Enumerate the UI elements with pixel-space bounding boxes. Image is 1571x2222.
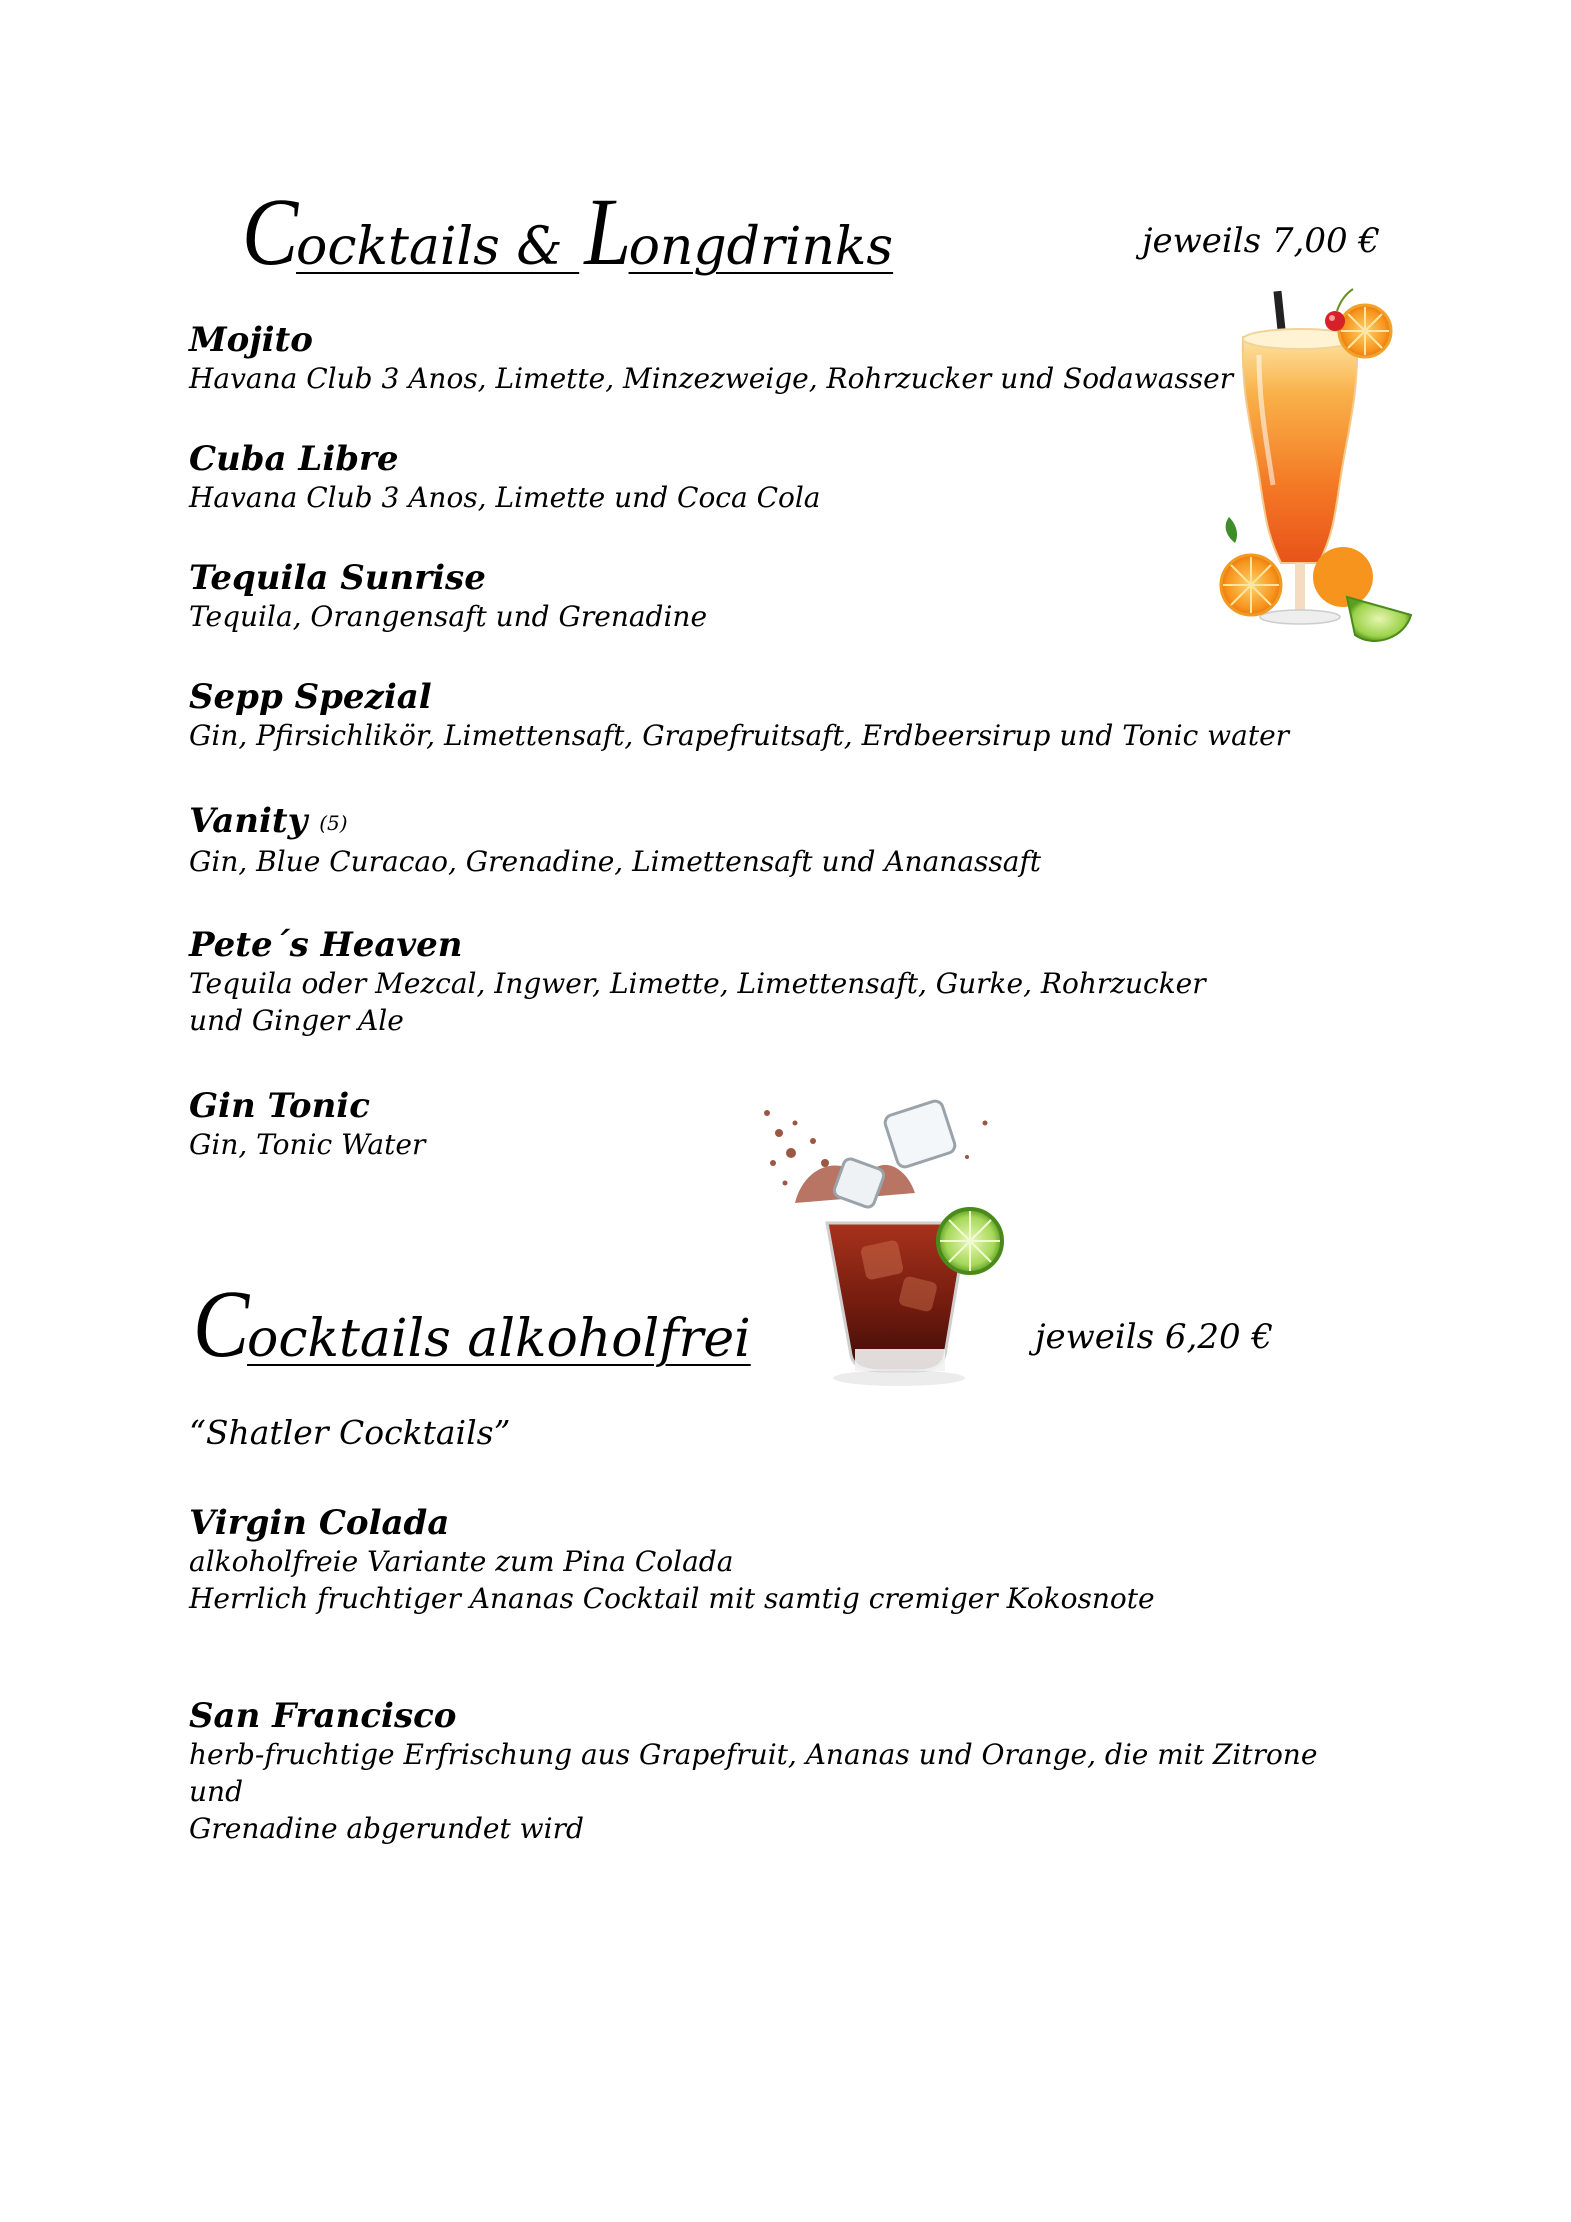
menu-item [189, 801, 1329, 880]
item-description: Gin, Blue Curacao, Grenadine, Limettensaft und Ananassaft [189, 845, 1042, 878]
heading-text: ocktails alkoholfrei [247, 1309, 751, 1369]
menu-item [189, 320, 1329, 397]
item-name: Sepp Spezial [189, 677, 432, 717]
item-description: Gin, Pfirsichlikör, Limettensaft, Grapefruitsaft, Erdbeersirup und Tonic water [189, 719, 1290, 752]
item-description-line: alkoholfreie Variante zum Pina Colada [189, 1545, 734, 1578]
heading-initial: L [584, 178, 632, 285]
item-name: Mojito [189, 320, 313, 360]
item-description-line: Grenadine abgerundet wird [189, 1812, 584, 1845]
item-name-row [189, 801, 1329, 843]
menu-item [189, 1503, 1329, 1617]
menu-item [189, 439, 1329, 516]
item-name: Tequila Sunrise [189, 558, 486, 598]
item-name: Gin Tonic [189, 1086, 370, 1126]
heading-text: ongdrinks [628, 217, 894, 277]
menu-item [189, 558, 1329, 635]
section-heading-cocktails-longdrinks [238, 178, 894, 285]
item-name: Pete´s Heaven [189, 925, 463, 965]
cola-splash-image [755, 1093, 1015, 1393]
heading-initial: C [241, 178, 299, 285]
section-price: jeweils 6,20 € [1035, 1317, 1274, 1357]
heading-text: ocktails & [296, 217, 580, 277]
item-description-line: und Ginger Ale [189, 1004, 404, 1037]
item-name: Vanity [189, 801, 308, 841]
menu-item [189, 677, 1329, 754]
item-name: Virgin Colada [189, 1503, 450, 1543]
item-note: (5) [319, 811, 348, 835]
item-description: Havana Club 3 Anos, Limette und Coca Cola [189, 481, 821, 514]
item-description: Gin, Tonic Water [189, 1128, 426, 1161]
item-name: Cuba Libre [189, 439, 399, 479]
section-tagline: “Shatler Cocktails” [189, 1413, 511, 1452]
item-description: Tequila, Orangensaft und Grenadine [189, 600, 708, 633]
item-description-line: Herrlich fruchtiger Ananas Cocktail mit samtig cremiger Kokosnote [189, 1582, 1155, 1615]
menu-item [189, 1696, 1329, 1847]
heading-initial: C [192, 1270, 250, 1377]
section-heading-cocktails-alkoholfrei [189, 1270, 751, 1377]
tequila-sunrise-image [1215, 285, 1415, 655]
item-description-line: Tequila oder Mezcal, Ingwer, Limette, Limettensaft, Gurke, Rohrzucker [189, 967, 1206, 1000]
item-description: Havana Club 3 Anos, Limette, Minzezweige, Rohrzucker und Sodawasser [189, 362, 1234, 395]
menu-item [189, 925, 1329, 1039]
item-description-line: herb-fruchtige Erfrischung aus Grapefruit, Ananas und Orange, die mit Zitrone und [189, 1738, 1318, 1808]
section-price: jeweils 7,00 € [1142, 221, 1381, 261]
item-name: San Francisco [189, 1696, 457, 1736]
